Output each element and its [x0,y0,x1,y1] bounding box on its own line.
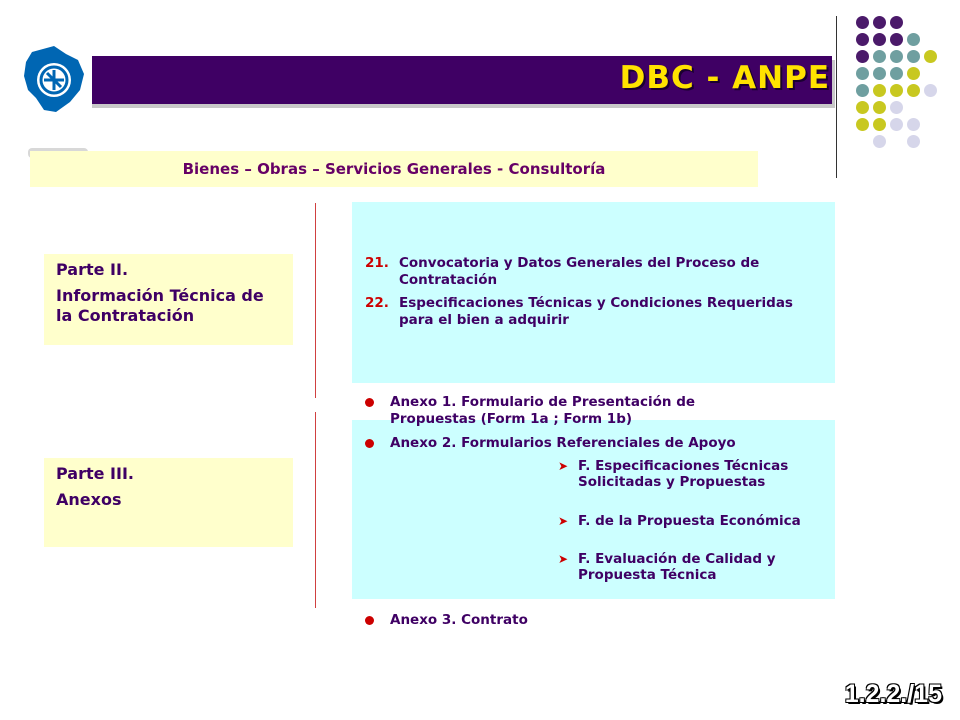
annex-item [390,394,780,428]
annex-text: Anexo 2. Formularios Referenciales de Apoyo [390,435,736,451]
part-iii-box [44,458,293,547]
arrow-bullet-icon: ➤ [558,514,569,528]
annex-item [390,612,690,629]
arrow-bullet-icon: ➤ [558,459,569,473]
divider-line [315,412,316,608]
item-text: Convocatoria y Datos Generales del Proceso de Contratación [399,255,760,288]
part-ii-box [44,254,293,345]
part-iii-title: Anexos [56,490,122,509]
divider-line [315,203,316,398]
list-item [365,255,825,289]
part-iii-heading: Parte III. [56,464,134,483]
arrow-bullet-icon: ➤ [558,552,569,566]
annex-subitem [558,513,818,529]
annex-subitem [558,458,818,490]
part-ii-title: Información Técnica de la Contratación [56,286,264,325]
annex-text: Anexo 3. Contrato [390,612,528,628]
bullet-icon [365,398,374,407]
bullet-icon [365,616,374,625]
item-number: 22. [365,295,389,311]
list-item [365,295,825,329]
item-text: Especificaciones Técnicas y Condiciones Requeridas para el bien a adquirir [399,295,793,328]
annex-subitem [558,551,823,583]
subitem-text: F. Evaluación de Calidad y Propuesta Técnica [578,551,776,583]
annex-text: Anexo 1. Formulario de Presentación de Propuestas (Form 1a ; Form 1b) [390,394,696,427]
subtitle: Bienes – Obras – Servicios Generales - Consultoría [182,160,606,178]
part-ii-heading: Parte II. [56,260,129,279]
subtitle-bar [30,151,758,187]
item-number: 21. [365,255,389,271]
page-title: DBC - ANPE [619,60,830,96]
bullet-icon [365,439,374,448]
subitem-text: F. de la Propuesta Económica [578,513,801,529]
subitem-text: F. Especificaciones Técnicas Solicitadas y Propuestas [578,458,789,490]
annex-item [390,435,820,452]
section-ii-list [365,255,825,335]
decorative-dots [0,0,960,160]
slide-number: 1.2.2./15 [844,680,942,708]
